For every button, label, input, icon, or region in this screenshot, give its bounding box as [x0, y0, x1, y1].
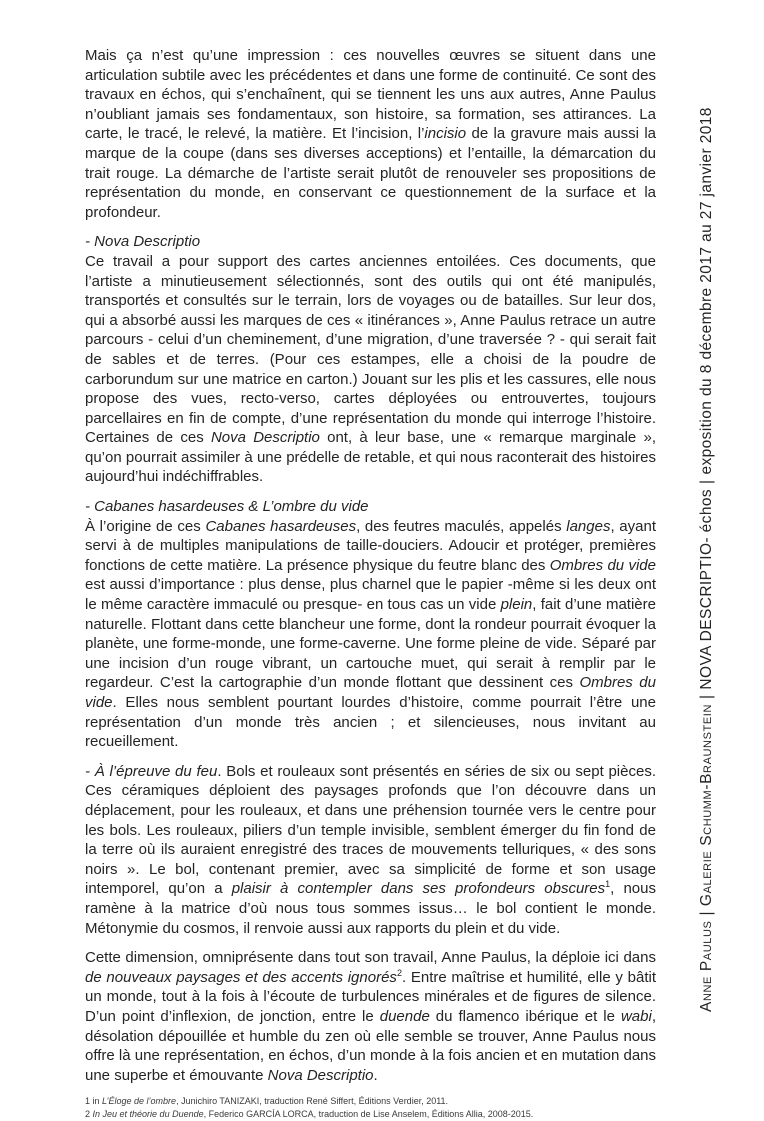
paragraph-cabanes: À l’origine de ces Cabanes hasardeuses, des feutres maculés, appelés langes, ayant servi à de multiples manipulations de taille-douciers. Adoucir et protéger, premières fonctions de cette matière. La présence physique du feutre blanc des Ombres du vide est aussi d’importance : plus dense, plus charnel que le papier -même si les deux ont le même caractère immaculé ou presque- en tous cas un vide plein, fait d’une matière naturelle. Flottant dans cette blancheur une forme, dont la rondeur pourrait évoquer la planète, une forme-monde, une forme-caverne. Une forme pleine de vide. Séparé par une incision d’un rouge vibrant, un cartouche muet, qui serait à remplir par le regardeur. C’est la cartographie d’un monde flottant que dessinent ces Ombres du vide. Elles nous semblent pourtant lourdes d’histoire, comme pourrait l’être une représentation d’un monde très ancien ; et silencieuses, nous invitant au recueillement.	[85, 517, 656, 751]
paragraph-nova-descriptio: Ce travail a pour support des cartes anciennes entoilées. Ces documents, que l’artiste a minutieusement sélectionnés, sont des outils qui ont été manipulés, transportés et consultés sur le terrain, lors de voyages ou de batailles. Sur leur dos, qui a absorbé aussi les marques de ces « itinérances », Anne Paulus retrace un autre parcours - celui d’un cheminement, d’une migration, d’une traversée ? - qui serait fait de sables et de terres. (Pour ces estampes, elle a choisi de la poudre de carborundum sur une matrice en carton.) Jouant sur les plis et les cassures, elle nous propose des vues, recto-verso, cartes déployées ou entrouvertes, toujours parcellaires en fin de compte, d’une représentation du monde qui interroge l’histoire. Certaines de ces Nova Descriptio ont, à leur base, une « remarque marginale », qu’on pourrait assimiler à une prédelle de retable, et qui nous raconterait des histoires aujourd’hui indéchiffrables.	[85, 252, 657, 486]
artist-name: Anne Paulus	[698, 920, 715, 1012]
footnotes	[85, 1095, 656, 1121]
gallery-name: Galerie Schumm-Braunstein	[698, 704, 715, 907]
vertical-exhibition-caption	[698, 87, 722, 1012]
article-body	[85, 46, 656, 1121]
section-heading-nova-descriptio: - Nova Descriptio	[85, 233, 201, 251]
footnote-2: 2 In Jeu et théorie du Duende, Federico GARCÍA LORCA, traduction de Lise Anselem, Éditions Allia, 2008-2015.	[85, 1109, 534, 1120]
paragraph-conclusion: Cette dimension, omniprésente dans tout son travail, Anne Paulus, la déploie ici dans de nouveaux paysages et des accents ignorés$^2$. Entre maîtrise et humilité, elle y bâtit un monde, tout à la fois à l’écoute de turbulences minérales et de figures de silence. D’un point d’inflexion, de jonction, entre le duende du flamenco ibérique et le wabi, désolation dépouillée et humble du zen où elle semble se trouver, Anne Paulus nous offre là une représentation, en échos, d’un monde à la fois ancien et en mutation dans une superbe et émouvante Nova Descriptio.	[85, 949, 656, 1084]
footnote-1: 1 in L’Éloge de l’ombre, Junichiro TANIZAKI, traduction René Siffert, Éditions Verdier, 2011.	[85, 1096, 449, 1107]
exhibition-dates: exposition du 8 décembre 2017 au 27 janvier 2018	[698, 107, 715, 475]
section-heading-cabanes: - Cabanes hasardeuses & L’ombre du vide	[85, 498, 369, 516]
paragraph-intro: Mais ça n’est qu’une impression : ces nouvelles œuvres se situent dans une articulation subtile avec les précédentes et dans une forme de continuité. Ce sont des travaux en échos, qui s’enchaînent, qui se tiennent les uns aux autres, Anne Paulus n’oubliant jamais ses fondamentaux, son histoire, sa formation, ses attirances. La carte, le tracé, le relevé, la matière. Et l’incision, l’incisio de la gravure mais aussi la marque de la coupe (dans ses diverses acceptions) et l’entaille, la démarcation du trait rouge. La démarche de l’artiste serait plutôt de renouveler ses propositions de représentation du monde, en conservant ce questionnement de la surface et la profondeur.	[85, 47, 656, 221]
exhibition-title: NOVA DESCRIPTIO- échos	[698, 488, 715, 690]
caption-separator: |	[698, 479, 715, 484]
caption-separator: |	[698, 694, 715, 699]
caption-separator: |	[698, 911, 715, 916]
paragraph-epreuve-du-feu: - À l’épreuve du feu. Bols et rouleaux sont présentés en séries de six ou sept pièces. Ces céramiques déploient des paysages profonds que l’on découvre dans un déplacement, pour les rouleaux, et dans une préhension tournée vers le centre pour les bols. Les rouleaux, piliers d’un temple invisible, semblent émerger du fin fond de la terre où ils auraient enregistré des traces de mouvements telluriques, « des sons noirs ». Le bol, contenant premier, avec sa simplicité de forme et son usage intemporel, qu’on a plaisir à contempler dans ses profondeurs obscures$^1$, nous ramène à la matrice d’où nous tous sommes issus… le bol contient le monde. Métonymie du cosmos, il renvoie aussi aux rapports du plein et du vide.	[85, 762, 656, 937]
